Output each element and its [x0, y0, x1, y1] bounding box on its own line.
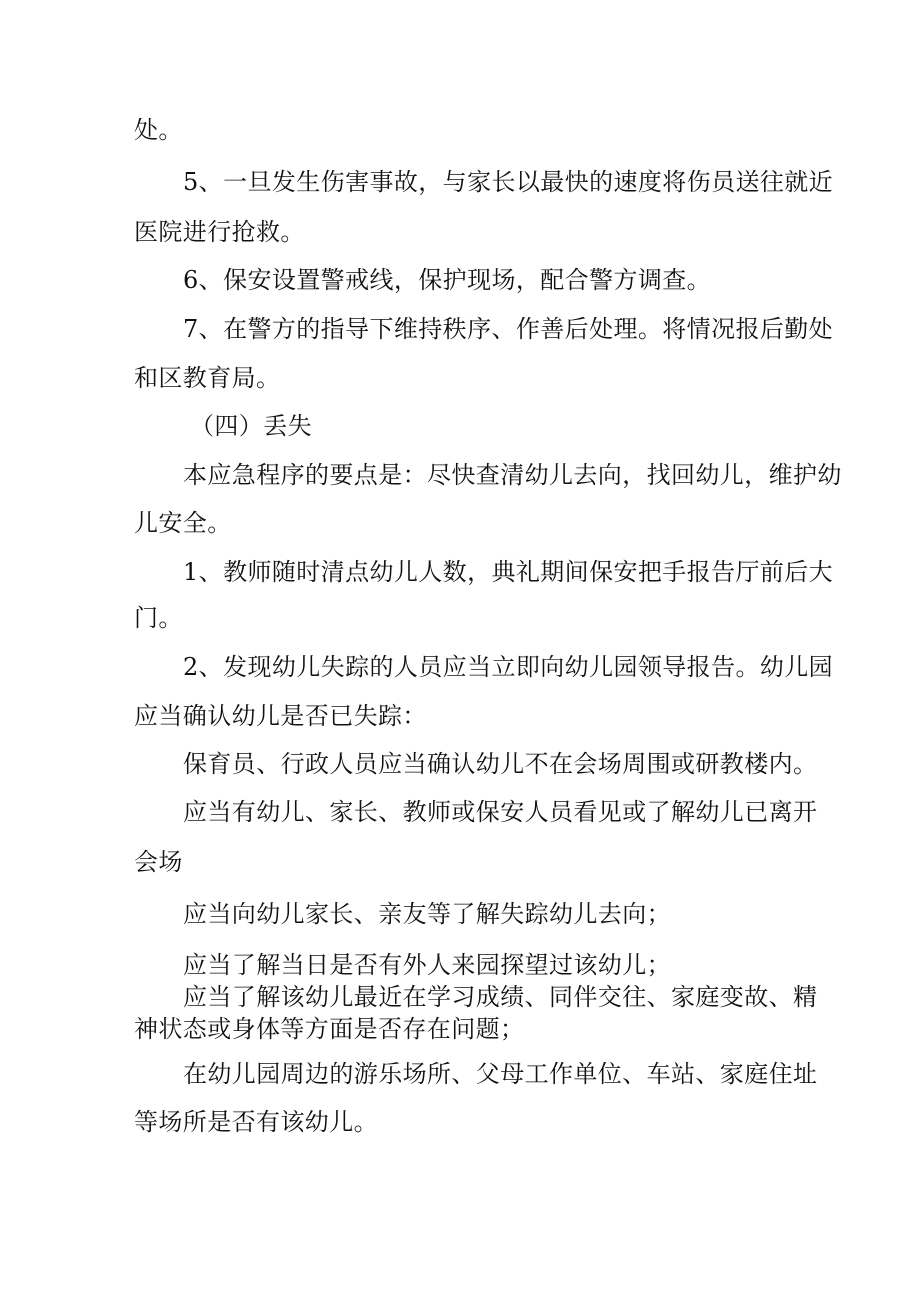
section-heading: （四）丢失: [190, 412, 312, 440]
text-line: 在幼儿园周边的游乐场所、父母工作单位、车站、家庭住址: [183, 1060, 818, 1088]
text-line: 医院进行抢救。: [134, 218, 305, 246]
text-line: 儿安全。: [134, 509, 232, 537]
text-line: 应当有幼儿、家长、教师或保安人员看见或了解幼儿已离开: [183, 798, 818, 826]
text-line: 神状态或身体等方面是否存在问题；: [134, 1015, 525, 1043]
text-line: 处。: [134, 116, 183, 144]
text-line: 7、在警方的指导下维持秩序、作善后处理。将情况报后勤处: [183, 315, 834, 343]
text-line: 应当了解该幼儿最近在学习成绩、同伴交往、家庭变故、精: [183, 983, 818, 1011]
text-line: 2、发现幼儿失踪的人员应当立即向幼儿园领导报告。幼儿园: [183, 653, 834, 681]
text-line: 应当向幼儿家长、亲友等了解失踪幼儿去向；: [183, 900, 671, 928]
text-line: 应当确认幼儿是否已失踪：: [134, 702, 427, 730]
text-line: 5、一旦发生伤害事故，与家长以最快的速度将伤员送往就近: [183, 168, 834, 196]
text-line: 等场所是否有该幼儿。: [134, 1108, 378, 1136]
text-line: 6、保安设置警戒线，保护现场，配合警方调查。: [183, 266, 712, 294]
text-line: 1、教师随时清点幼儿人数，典礼期间保安把手报告厅前后大: [183, 558, 834, 586]
text-line: 保育员、行政人员应当确认幼儿不在会场周围或研教楼内。: [183, 750, 818, 778]
text-line: 应当了解当日是否有外人来园探望过该幼儿；: [183, 951, 671, 979]
text-line: 和区教育局。: [134, 364, 281, 392]
text-line: 会场: [134, 848, 183, 876]
text-line: 门。: [134, 604, 183, 632]
text-line: 本应急程序的要点是：尽快查清幼儿去向，找回幼儿，维护幼: [183, 461, 842, 489]
